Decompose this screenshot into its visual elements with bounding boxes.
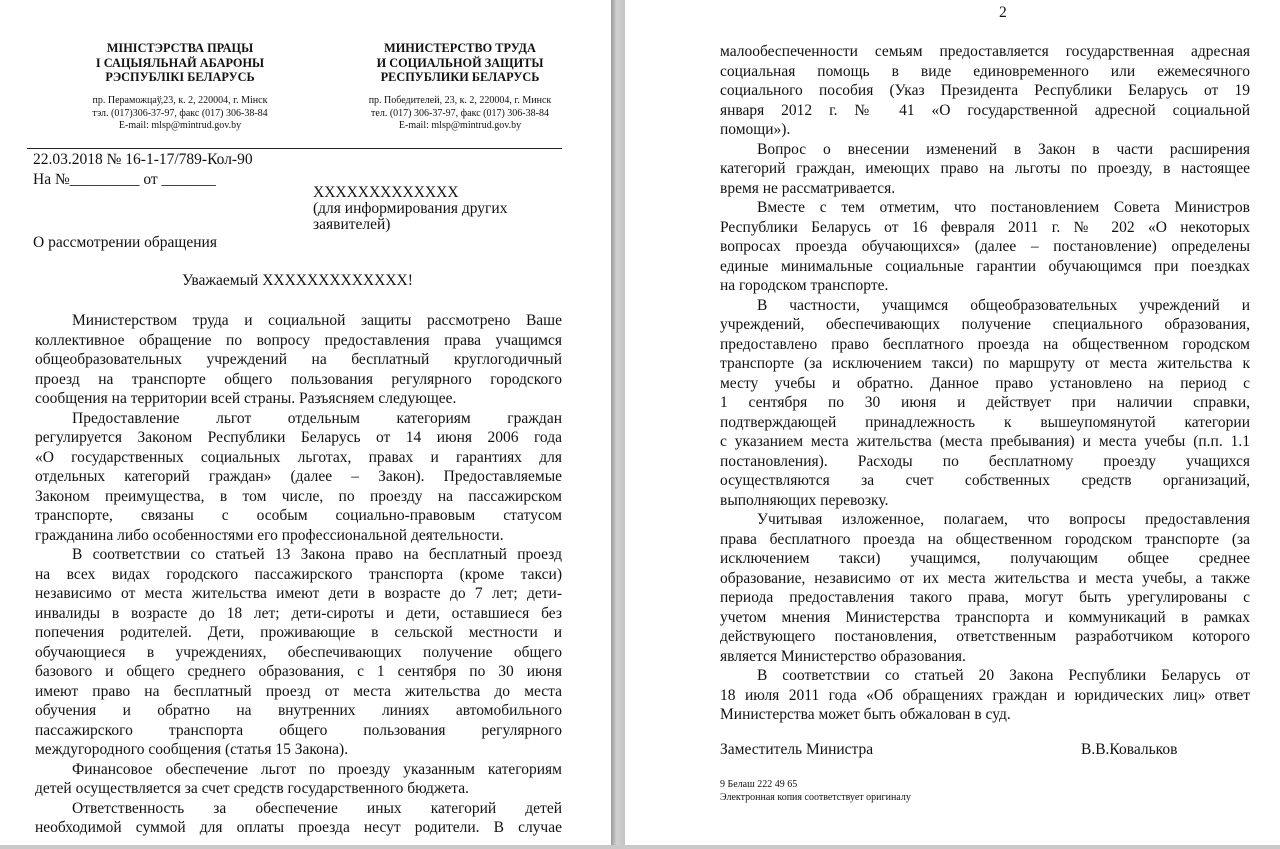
text-line: междугородного сообщения (статья 15 Закона). xyxy=(35,741,349,758)
text-line: учреждений, обеспечивающих получение специального образования, xyxy=(720,316,1250,333)
text-line: социального пособия (Указ Президента Республики Беларусь от 19 xyxy=(720,82,1250,99)
text-line: января 2012 г. № 41 «О государственной адресной социальной xyxy=(720,101,1250,119)
ministry-name-line: І САЦЫЯЛЬНАЙ АБАРОНЫ xyxy=(95,55,265,70)
text-line: обучающиеся в учреждениях, обеспечивающих получение общего xyxy=(35,643,562,661)
text-line: помощи»). xyxy=(720,121,791,138)
text-line: 18 июля 2011 года «Об обращениях граждан и юридических лиц» ответ xyxy=(720,686,1250,704)
text-line: «О государственных социальных льготах, правах и гарантиях для xyxy=(35,448,562,466)
phone-line: тэл. (017)306-37-97, факс (017) 306-38-84 xyxy=(92,107,268,119)
text-line: периода предоставления такого права, могут быть урегулированы с xyxy=(720,589,1250,606)
text-line: пассажирского транспорта общего пользования регулярного xyxy=(35,721,562,739)
subject: О рассмотрении обращения xyxy=(33,234,217,251)
text-line: подтверждающей принадлежность к вышеупомянутой категории xyxy=(720,413,1250,431)
address-belarusian xyxy=(60,95,300,133)
ministry-name-line: МИНИСТЕРСТВО ТРУДА xyxy=(384,41,536,55)
page-gap xyxy=(611,0,625,849)
paragraph xyxy=(35,545,562,760)
address-line: пр. Пераможцаў,23, к. 2, 220004, г. Мінск xyxy=(92,95,268,106)
page-number: 2 xyxy=(999,4,1007,21)
addressee-name: XXXXXXXXXXXXX xyxy=(313,184,459,201)
addressee-note: заявителей) xyxy=(313,216,391,233)
addressee-note: (для информирования других xyxy=(313,200,508,217)
text-line: Ответственность за обеспечение иных категорий детей xyxy=(72,799,562,817)
paragraph xyxy=(35,799,562,838)
text-line: малообеспеченности семьям предоставляется государственная адресная xyxy=(720,43,1250,60)
email-line: E-mail: mlsp@mintrud.gov.by xyxy=(118,120,242,131)
letter-body-page-1 xyxy=(35,311,562,838)
greeting: Уважаемый XXXXXXXXXXXXX! xyxy=(182,272,413,289)
paragraph xyxy=(35,760,562,799)
paragraph xyxy=(35,311,562,409)
text-line: инвалиды в возрасте до 18 лет; дети-сироты и дети, оставшиеся без xyxy=(35,604,562,622)
text-line: В частности, учащимся общеобразовательных учреждений и xyxy=(757,296,1250,314)
text-line: время не рассматривается. xyxy=(720,179,896,197)
text-line: на городском транспорте. xyxy=(720,277,889,294)
text-line: образование, независимо от их места жительства и места учебы, а также xyxy=(720,569,1250,587)
text-line: попечения родителей. Дети, проживающие в сельской местности и xyxy=(35,624,562,641)
text-line: права бесплатного проезда на общественном городском транспорте (за xyxy=(720,530,1250,548)
page-2 xyxy=(625,0,1280,845)
letter-body-page-2 xyxy=(720,42,1250,725)
text-line: Министерством труда и социальной защиты рассмотрено Ваше xyxy=(72,312,562,329)
text-line: категорий граждан, имеющих право на льготы по проезду, в настоящее xyxy=(720,160,1250,177)
text-line: гражданина либо особенностями его профессиональной деятельности. xyxy=(35,526,504,544)
executor-info: 9 Белаш 222 49 65 xyxy=(720,779,798,790)
text-line: коллективное обращение по вопросу предоставления права учащимся xyxy=(35,331,562,349)
text-line: Республики Беларусь от 16 февраля 2011 г. № 202 «О некоторых xyxy=(720,218,1250,236)
text-line: Финансовое обеспечение льгот по проезду указанным категориям xyxy=(72,760,562,778)
address-russian xyxy=(340,95,580,133)
address-line: пр. Победителей, 23, к. 2, 220004, г. Минск xyxy=(368,95,552,106)
text-line: имеют право на бесплатный проезд от места жительства до места xyxy=(35,682,562,700)
text-line: транспорте (за исключением такси) по маршруту от места жительства к xyxy=(720,355,1250,372)
text-line: на всех видах городского пассажирского транспорта (кроме такси) xyxy=(35,565,562,583)
text-line: вопросах проезда обучающихся» (далее – постановление) определены xyxy=(720,238,1250,255)
text-line: Учитывая изложенное, полагаем, что вопросы предоставления xyxy=(757,511,1250,528)
text-line: обучения и обратно на внутренних линиях автомобильного xyxy=(35,702,562,719)
text-line: детей осуществляется за счет средств государственного бюджета. xyxy=(35,780,469,797)
text-line: сообщения на территории всей страны. Разъясняем следующее. xyxy=(35,390,457,407)
text-line: месту учебы и обратно. Данное право установлено на период с xyxy=(720,374,1250,392)
paragraph xyxy=(720,140,1250,199)
text-line: необходимой суммой для оплаты проезда несут родители. В случае xyxy=(35,819,562,836)
text-line: является Министерство образования. xyxy=(720,647,966,665)
text-line: единые минимальные социальные гарантии обучающимся при поездках xyxy=(720,257,1250,275)
text-line: Вопрос о внесении изменений в Закон в части расширения xyxy=(757,140,1250,158)
text-line: общеобразовательных учреждений на бесплатный круглогодичный xyxy=(35,351,562,368)
ministry-name-line: РЭСПУБЛІКІ БЕЛАРУСЬ xyxy=(105,70,255,84)
copy-note: Электронная копия соответствует оригиналу xyxy=(720,792,911,803)
text-line: регулируется Законом Республики Беларусь от 14 июня 2006 года xyxy=(35,429,562,446)
paragraph xyxy=(720,666,1250,725)
signature-name: В.В.Ковальков xyxy=(1081,741,1178,758)
text-line: постановления). Расходы по бесплатному проезду учащихся xyxy=(720,452,1250,470)
text-line: выполняющих перевозку. xyxy=(720,491,889,509)
text-line: Законом преимущества, в том числе, по проезду на пассажирском xyxy=(35,487,562,505)
signature-title: Заместитель Министра xyxy=(720,741,874,758)
text-line: Предоставление льгот отдельным категориям граждан xyxy=(72,409,562,427)
addressee xyxy=(313,185,507,233)
page-1 xyxy=(0,0,611,845)
ministry-name-line: МІНІСТЭРСТВА ПРАЦЫ xyxy=(106,41,254,55)
text-line: В соответствии со статьей 20 Закона Республики Беларусь от xyxy=(757,667,1250,684)
text-line: осуществляются за счет собственных средств организаций, xyxy=(720,472,1250,489)
text-line: предоставлено право бесплатного проезда на общественном городском xyxy=(720,335,1250,353)
paragraph xyxy=(720,198,1250,296)
header-russian xyxy=(340,41,580,85)
text-line: Министерства может быть обжалован в суд. xyxy=(720,706,1011,723)
ministry-name-line: РЕСПУБЛИКИ БЕЛАРУСЬ xyxy=(380,70,540,84)
paragraph xyxy=(720,510,1250,666)
text-line: В соответствии со статьей 13 Закона право на бесплатный проезд xyxy=(72,546,562,563)
text-line: исключением такси) учащимся, получающим общее среднее xyxy=(720,550,1250,567)
text-line: с указанием места жительства (места пребывания) и места учебы (п.п. 1.1 xyxy=(720,433,1250,450)
bottom-border xyxy=(0,845,1280,849)
text-line: базового и общего среднего образования, с 1 сентября по 30 июня xyxy=(35,663,562,680)
text-line: действующего постановления, ответственным разработчиком которого xyxy=(720,628,1250,645)
text-line: 1 сентября по 30 июня и действует при наличии справки, xyxy=(720,394,1250,411)
text-line: учетом мнения Министерства транспорта и коммуникаций в рамках xyxy=(720,608,1250,626)
text-line: независимо от места жительства имеют дети в возрасте до 7 лет; дети- xyxy=(35,585,562,602)
registration-number: 22.03.2018 № 16-1-17/789-Кол-90 xyxy=(33,151,253,168)
paragraph xyxy=(720,296,1250,511)
paragraph xyxy=(720,42,1250,140)
reply-reference: На №_________ от _______ xyxy=(33,171,216,188)
text-line: транспорте, связаны с особым социально-правовым статусом xyxy=(35,507,562,524)
text-line: социальная помощь в виде единовременного или ежемесячного xyxy=(720,62,1250,80)
ministry-name-line: И СОЦИАЛЬНОЙ ЗАЩИТЫ xyxy=(376,55,544,70)
text-line: проезд на транспорте общего пользования регулярного городского xyxy=(35,370,562,388)
phone-line: тел. (017) 306-37-97, факс (017) 306-38-84 xyxy=(371,107,549,119)
paragraph xyxy=(35,409,562,546)
text-line: Вместе с тем отметим, что постановлением Совета Министров xyxy=(757,199,1250,216)
header-belarusian xyxy=(60,41,300,85)
email-line: E-mail: mlsp@mintrud.gov.by xyxy=(398,120,522,131)
header-divider xyxy=(27,148,562,149)
text-line: отдельных категорий граждан» (далее – Закон). Предоставляемые xyxy=(35,468,562,485)
